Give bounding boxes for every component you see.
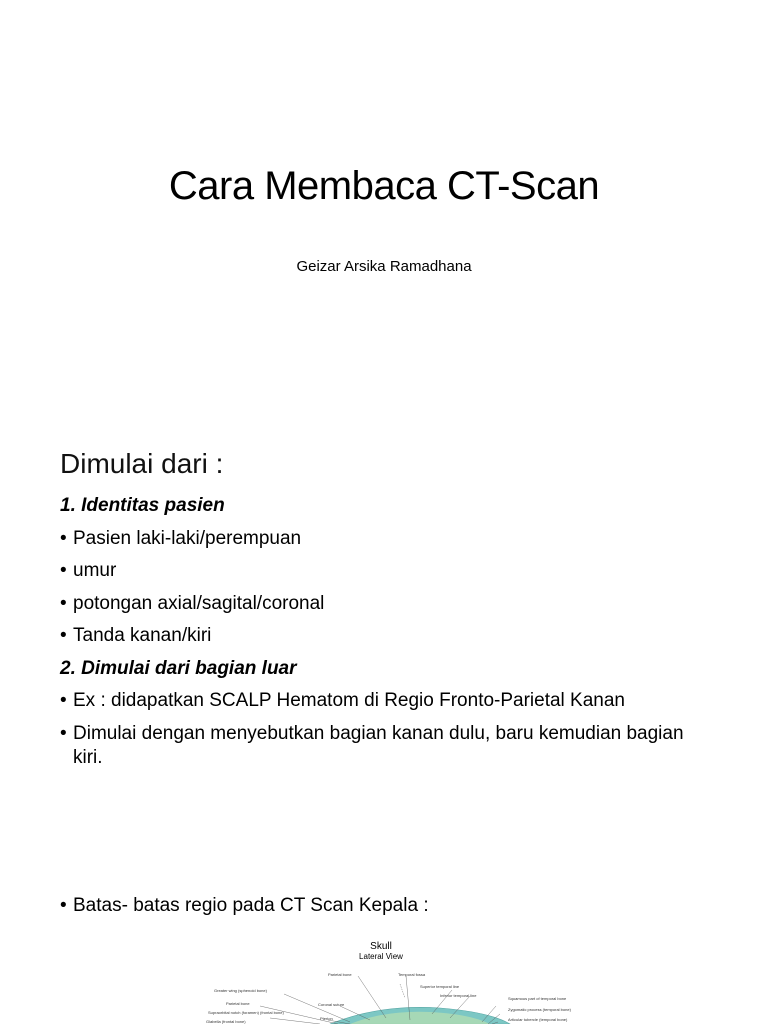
figure-title: Skull: [370, 941, 392, 952]
bullet-icon: •: [60, 560, 67, 581]
content-heading: Dimulai dari :: [60, 448, 224, 479]
figure-label: Pterion: [320, 1016, 333, 1021]
list-item-text: Tanda kanan/kiri: [73, 625, 212, 646]
bullet-icon: •: [60, 722, 67, 744]
figure-label: Greater wing (sphenoid bone): [214, 988, 267, 993]
section-2-item: [60, 722, 700, 770]
bullet-icon: •: [60, 895, 67, 916]
figure-label: Superior temporal line: [420, 984, 460, 989]
regio-bullet-text: Batas- batas regio pada CT Scan Kepala :: [73, 895, 429, 916]
bullet-icon: •: [60, 625, 67, 646]
figure-subtitle: Lateral View: [359, 952, 403, 961]
section-1-item: [60, 527, 700, 551]
list-item-text: Ex : didapatkan SCALP Hematom di Regio Fronto-Parietal Kanan: [73, 690, 626, 711]
figure-label: Parietal bone: [226, 1001, 250, 1006]
list-item-text: Pasien laki-laki/perempuan: [73, 527, 302, 549]
figure-label: Parietal bone: [328, 972, 352, 977]
content-slide: [0, 420, 768, 1024]
figure-label: Temporal fossa: [398, 972, 426, 977]
section-1-item: [60, 559, 700, 583]
section-1-item: [60, 592, 700, 616]
bullet-icon: •: [60, 527, 67, 549]
section-2-item: [60, 689, 700, 713]
list-item-text: umur: [73, 560, 117, 581]
section-1-item: [60, 624, 700, 648]
list-item-text: Dimulai dengan menyebutkan bagian kanan dulu, baru kemudian bagian kiri.: [73, 722, 684, 768]
bullet-icon: •: [60, 592, 67, 614]
regio-bullet: [60, 894, 429, 918]
figure-label: Supraorbital notch (foramen) (frontal bone): [208, 1010, 284, 1015]
section-2-title: 2. Dimulai dari bagian luar: [60, 657, 297, 679]
skull-figure: [200, 938, 571, 1024]
figure-label: Glabella (frontal bone): [206, 1019, 246, 1024]
content-body: [60, 494, 700, 778]
title-slide: [0, 0, 768, 420]
figure-label: Coronal suture: [318, 1002, 345, 1007]
bullet-icon: •: [60, 690, 67, 711]
figure-label: Zygomatic process (temporal bone): [508, 1007, 571, 1012]
slide-title: Cara Membaca CT-Scan: [168, 164, 600, 208]
list-item-text: potongan axial/sagital/coronal: [73, 592, 325, 614]
figure-label: Articular tubercle (temporal bone): [508, 1017, 568, 1022]
section-1-title: 1. Identitas pasien: [60, 495, 225, 516]
slide-author: Geizar Arsika Ramadhana: [296, 258, 472, 275]
figure-label: Inferior temporal line: [440, 993, 477, 998]
figure-label: Squamous part of temporal bone: [508, 996, 567, 1001]
